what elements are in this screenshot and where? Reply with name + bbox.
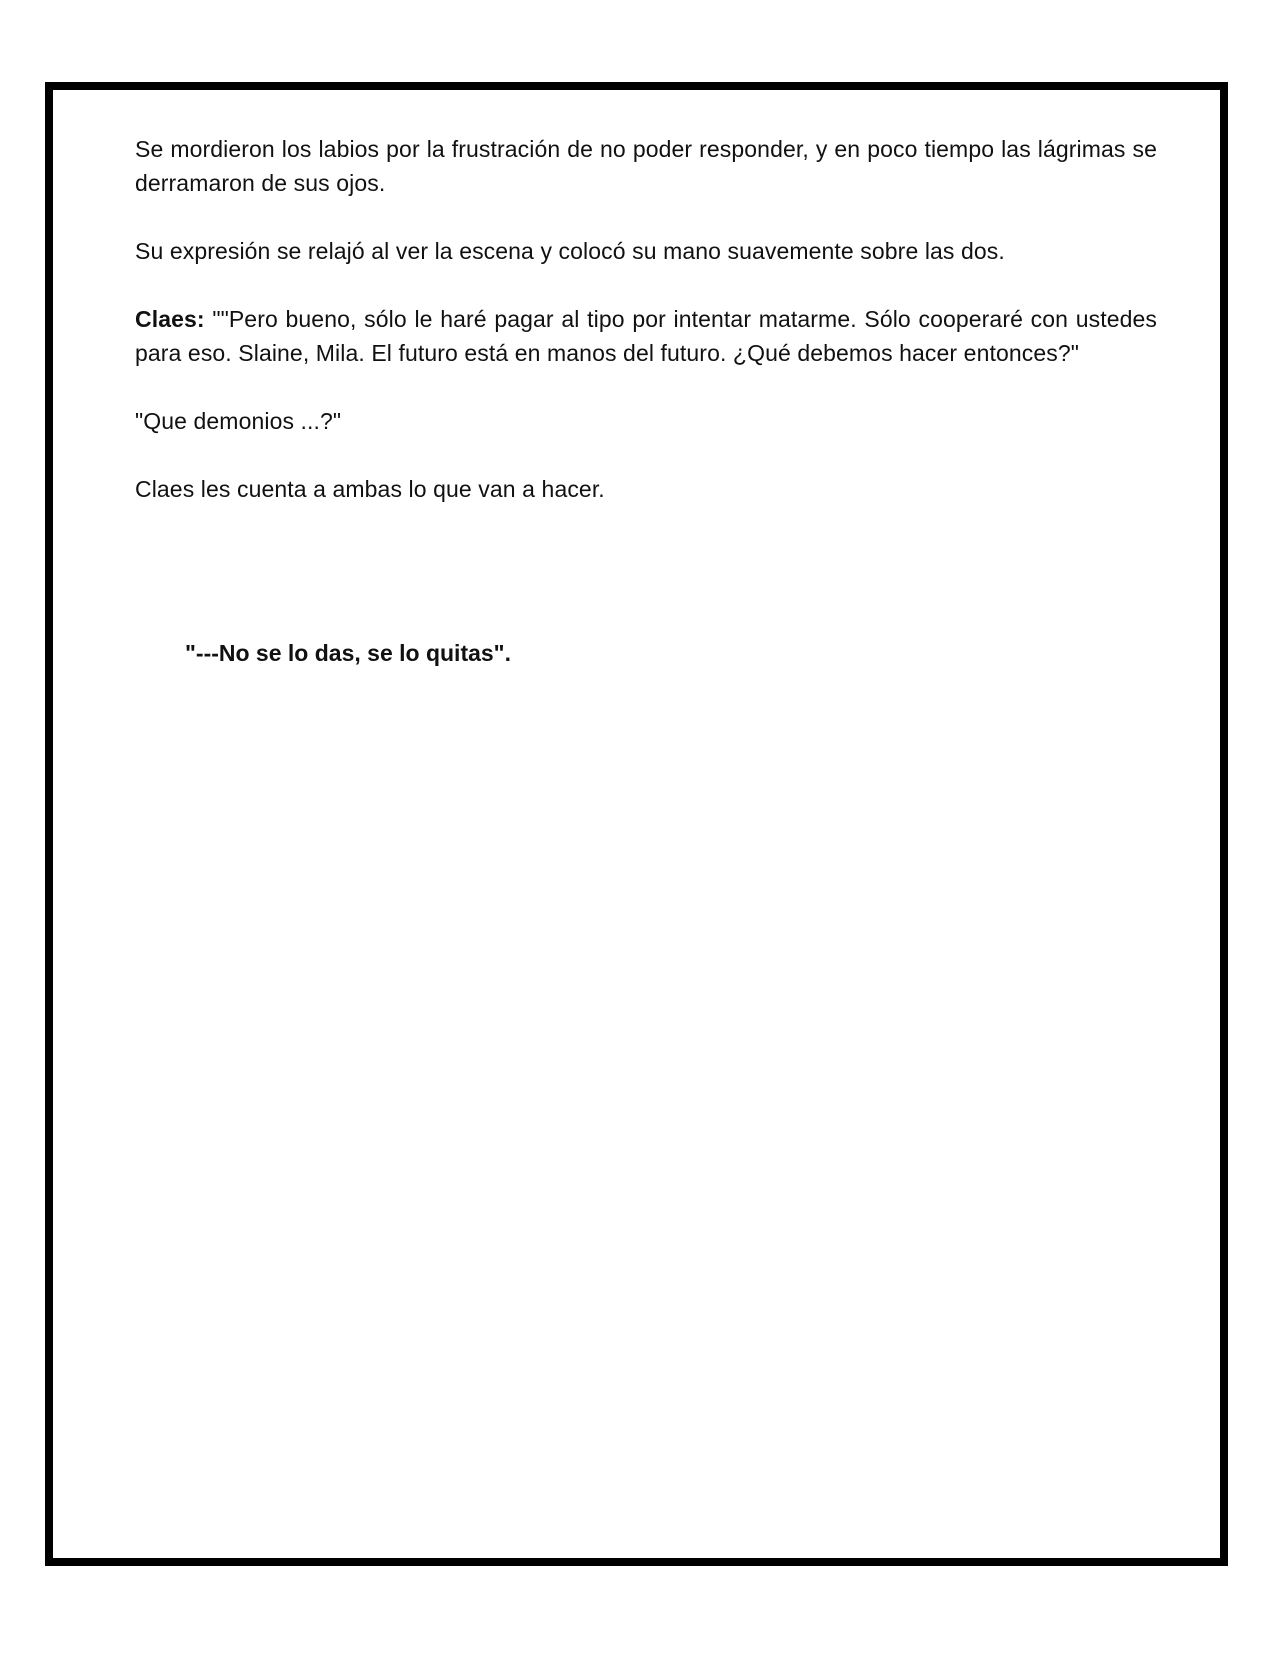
speaker-label: Claes: [135,306,205,332]
paragraph-spacer [135,370,1157,404]
paragraph-4: "Que demonios ...?" [135,408,342,434]
paragraph-spacer [135,268,1157,302]
paragraph-1: Se mordieron los labios por la frustración de no poder responder, y en poco tiempo las lágrimas se derramaron de sus ojos. [135,136,1157,196]
paragraph-2: Su expresión se relajó al ver la escena y colocó su mano suavemente sobre las dos. [135,238,1005,264]
paragraph-spacer [135,200,1157,234]
dialogue-text: ""Pero bueno, sólo le haré pagar al tipo por intentar matarme. Sólo cooperaré con ustedes para eso. Slaine, Mila. El futuro está en manos del futuro. ¿Qué debemos hacer entonces?" [135,306,1157,366]
document-body [135,132,1157,506]
page-frame [45,82,1228,1566]
paragraph-5: Claes les cuenta a ambas lo que van a hacer. [135,476,605,502]
paragraph-spacer [135,438,1157,472]
paragraph-3-dialogue [135,302,1157,370]
closing-quote: "---No se lo das, se lo quitas". [185,640,511,666]
